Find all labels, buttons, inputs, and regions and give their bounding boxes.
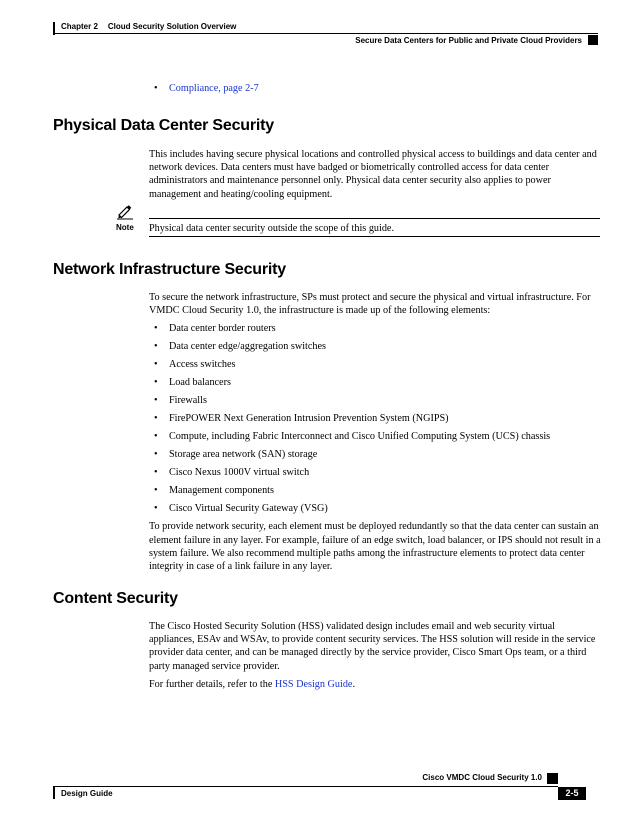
- network-body: [149, 291, 601, 573]
- physical-paragraph: This includes having secure physical locations and controlled physical access to buildings and data center and network devices. Data centers must have badged or biometrically controlled access for data center administrators and maintenance personnel only. Physical data center security also applies to power management and heating/cooling equipment.: [149, 149, 597, 200]
- list-item: • Firewalls: [149, 394, 601, 407]
- list-item: • Cisco Virtual Security Gateway (VSG): [149, 502, 601, 515]
- further-details: [149, 678, 601, 691]
- footer-square-icon: [547, 773, 558, 784]
- list-item: • Access switches: [149, 358, 601, 371]
- note-label: Note: [116, 223, 134, 232]
- network-intro: To secure the network infrastructure, SPs must protect and secure the physical and virtual infrastructure. For VMDC Cloud Security 1.0, the infrastructure is made up of the following elements:: [149, 292, 591, 317]
- section-title-network: Network Infrastructure Security: [53, 261, 286, 278]
- footer-rule: [55, 786, 558, 787]
- footer-doc-title: Cisco VMDC Cloud Security 1.0: [422, 773, 542, 782]
- content-paragraph: The Cisco Hosted Security Solution (HSS) validated design includes email and web security virtual appliances, ESAv and WSAv, to provide content security services. The HSS solution will reside in the service provider data center, and can be managed directly by the service provider, Cisco Smart Ops team, or a third party managed service provider.: [149, 621, 596, 672]
- further-prefix: For further details, refer to the: [149, 678, 275, 690]
- chapter-number: Chapter 2: [61, 22, 98, 31]
- header-chapter: [61, 22, 246, 31]
- top-bullet-list: [149, 82, 601, 100]
- further-suffix: .: [352, 678, 355, 690]
- list-item: • Storage area network (SAN) storage: [149, 448, 601, 461]
- list-item: • Cisco Nexus 1000V virtual switch: [149, 466, 601, 479]
- list-item: • Compute, including Fabric Interconnect and Cisco Unified Computing System (UCS) chassis: [149, 430, 601, 443]
- header-section-title: Secure Data Centers for Public and Private Cloud Providers: [355, 36, 582, 45]
- page-number: 2-5: [558, 787, 586, 800]
- section-title-physical: Physical Data Center Security: [53, 117, 274, 134]
- list-item[interactable]: [149, 82, 601, 95]
- physical-body: [149, 148, 601, 201]
- network-closing: To provide network security, each element must be deployed redundantly so that the data center can sustain an element failure in any layer. For example, failure of an edge switch, load balancer, or IPS should not result in a system failure. We also recommend multiple paths among the infrastructure elements to protect data center integrity in case of a link failure in any layer.: [149, 521, 601, 573]
- list-item: • Data center border routers: [149, 322, 601, 335]
- content-body: [149, 620, 601, 691]
- list-item: • Data center edge/aggregation switches: [149, 340, 601, 353]
- pencil-icon: [116, 202, 134, 220]
- note-text: Physical data center security outside the scope of this guide.: [149, 223, 394, 234]
- footer-bar: [53, 786, 55, 799]
- hss-design-guide-link[interactable]: HSS Design Guide: [274, 678, 353, 690]
- list-item: • Load balancers: [149, 376, 601, 389]
- section-title-content: Content Security: [53, 590, 178, 607]
- note-top-rule: [149, 218, 600, 219]
- list-item: • FirePOWER Next Generation Intrusion Prevention System (NGIPS): [149, 412, 601, 425]
- list-item: • Management components: [149, 484, 601, 497]
- chapter-title: Cloud Security Solution Overview: [107, 22, 237, 31]
- header-square-icon: [588, 35, 598, 45]
- compliance-link[interactable]: Compliance, page 2-7: [169, 83, 259, 94]
- note-bottom-rule: [149, 236, 600, 237]
- network-element-list: [149, 322, 601, 515]
- header-rule: [55, 33, 598, 34]
- footer-guide-label: Design Guide: [61, 789, 113, 798]
